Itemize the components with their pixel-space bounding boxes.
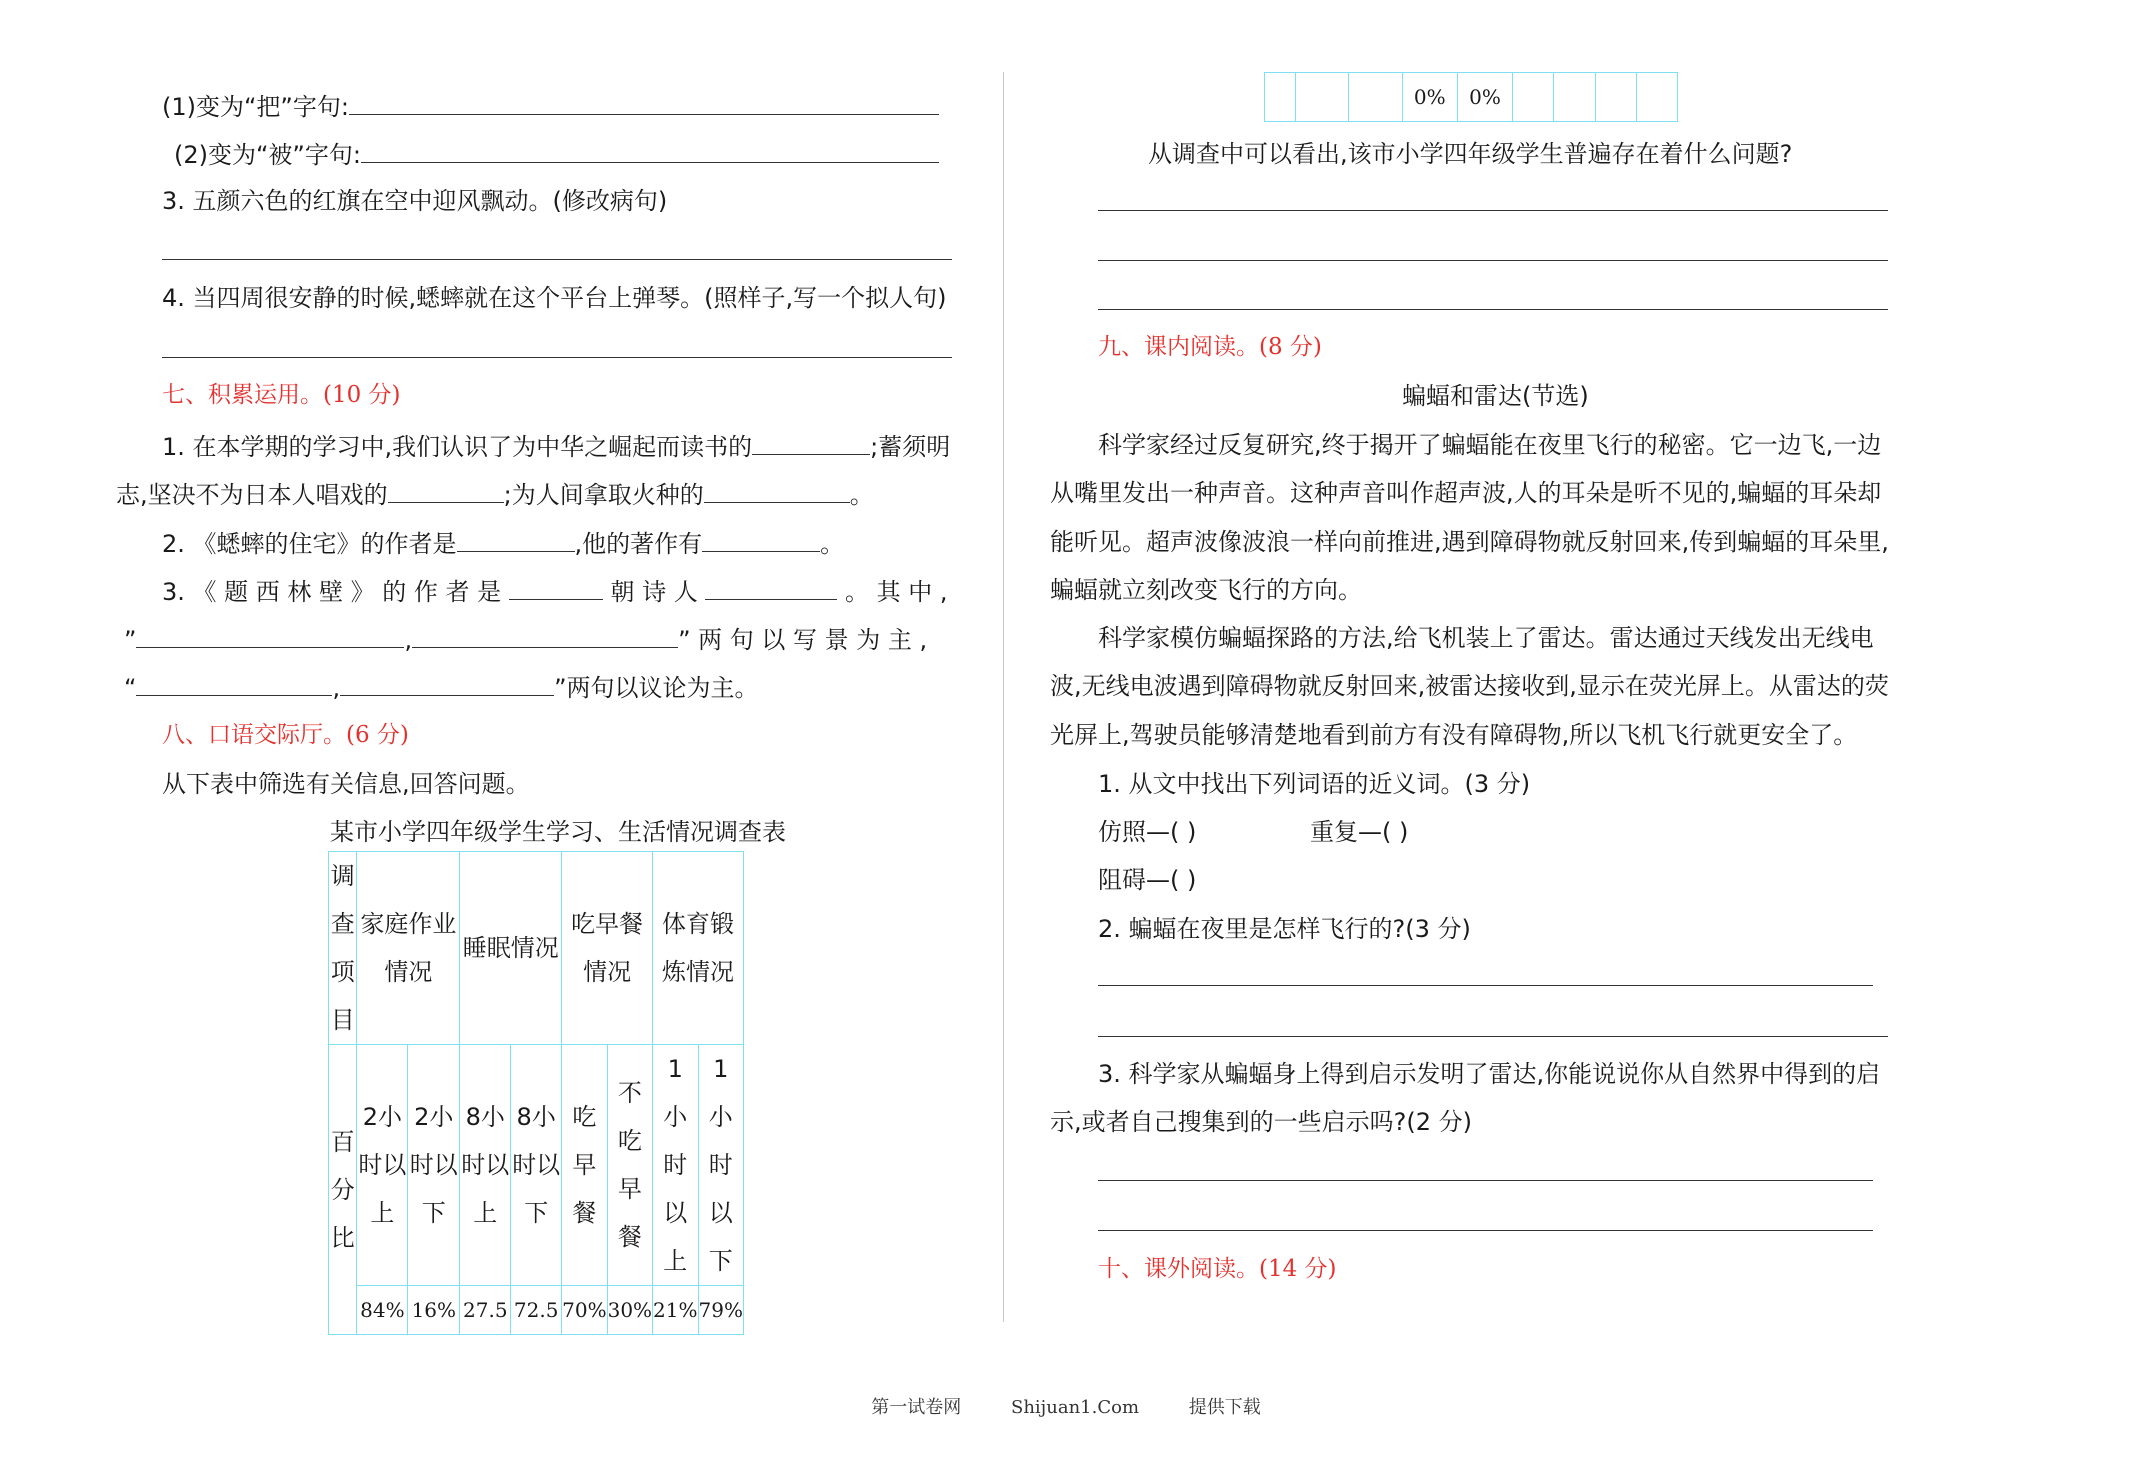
s7-q3-line3 (124, 669, 759, 705)
section-8-intro: 从下表中筛选有关信息,回答问题。 (162, 770, 530, 798)
answer-line[interactable] (1098, 1180, 1873, 1181)
section-7-heading: 七、积累运用。(10 分) (162, 382, 401, 408)
footer-domain[interactable]: Shijuan1.Com (1010, 1397, 1140, 1418)
survey-table (328, 851, 744, 1335)
sub-header: 8小时以上 (460, 1045, 511, 1286)
question-bei-sentence (174, 136, 939, 172)
sub-header: 2小时以上 (357, 1045, 408, 1286)
s7-q1-text: ;为人间拿取火种的 (503, 481, 704, 509)
s7-q1-text: 1. 在本学期的学习中,我们认识了为中华之崛起而读书的 (162, 433, 753, 461)
page-footer (0, 1393, 2132, 1419)
reading-question-3: 3. 科学家从蝙蝠身上得到启示发明了雷达,你能说说你从自然界中得到的启 (1098, 1060, 1881, 1088)
reading-title: 蝙蝠和雷达(节选) (1402, 382, 1589, 410)
s7-q3-line2 (124, 621, 927, 657)
synonym-fangzhao: 仿照—( ) (1098, 818, 1197, 846)
answer-line[interactable] (361, 136, 939, 163)
blank-field[interactable] (412, 621, 678, 648)
blank-field[interactable] (509, 573, 603, 600)
s7-q3-line1 (162, 573, 948, 609)
answer-line[interactable] (162, 357, 952, 358)
answer-line[interactable] (1098, 309, 1888, 310)
s7-q3-text: ”两句以议论为主。 (554, 674, 759, 702)
reading-question-2: 2. 蝙蝠在夜里是怎样飞行的?(3 分) (1098, 915, 1471, 943)
answer-line[interactable] (1098, 210, 1888, 211)
table-cell (1554, 73, 1595, 122)
sub-header: 2小时以下 (408, 1045, 460, 1286)
table-cell (1636, 73, 1677, 122)
header-sleep: 睡眠情况 (460, 852, 562, 1045)
value-cell: 70% (562, 1286, 607, 1335)
s7-q2 (162, 525, 844, 561)
s7-q3-text: 朝 诗 人 (610, 578, 698, 606)
value-cell: 16% (408, 1286, 460, 1335)
value-cell: 30% (607, 1286, 652, 1335)
survey-table-continued (1264, 72, 1678, 122)
table-cell (1296, 73, 1349, 122)
table-cell (1349, 73, 1402, 122)
answer-line[interactable] (162, 259, 952, 260)
value-cell: 79% (698, 1286, 744, 1335)
header-sport: 体育锻炼情况 (653, 852, 744, 1045)
sub-header: 1小时以上 (653, 1045, 698, 1286)
s7-q3-text: , (404, 626, 413, 654)
s7-q3-text: 。 其 中 , (845, 578, 948, 606)
blank-field[interactable] (752, 428, 870, 455)
footer-site: 第一试卷网 (871, 1397, 962, 1418)
blank-field[interactable] (457, 525, 575, 552)
blank-field[interactable] (705, 573, 837, 600)
value-cell: 72.5 (511, 1286, 562, 1335)
paragraph-1-line: 科学家经过反复研究,终于揭开了蝙蝠能在夜里飞行的秘密。它一边飞,一边 (1098, 431, 1882, 459)
section-8-heading: 八、口语交际厅。(6 分) (162, 722, 409, 748)
value-cell: 27.5 (460, 1286, 511, 1335)
value-cell: 84% (357, 1286, 408, 1335)
blank-field[interactable] (704, 476, 850, 503)
value-cell: 21% (653, 1286, 698, 1335)
footer-note: 提供下载 (1188, 1397, 1261, 1418)
section-9-heading: 九、课内阅读。(8 分) (1098, 334, 1322, 360)
column-divider (1003, 72, 1004, 1322)
table-cell (1595, 73, 1636, 122)
reading-question-3-cont: 示,或者自己搜集到的一些启示吗?(2 分) (1050, 1108, 1472, 1136)
s7-q2-text: ,他的著作有 (574, 530, 703, 558)
answer-line[interactable] (1098, 985, 1873, 986)
s7-q2-text: 2. 《蟋蟀的住宅》的作者是 (162, 530, 457, 558)
sub-header: 1小时以下 (698, 1045, 744, 1286)
blank-field[interactable] (702, 525, 820, 552)
survey-table-title: 某市小学四年级学生学习、生活情况调查表 (330, 818, 786, 846)
sub-header: 不吃早餐 (607, 1045, 652, 1286)
paragraph-1-line: 蝙蝠就立刻改变飞行的方向。 (1050, 576, 1362, 604)
paragraph-1-line: 能听见。超声波像波浪一样向前推进,遇到障碍物就反射回来,传到蝙蝠的耳朵里, (1050, 528, 1889, 556)
question-4: 4. 当四周很安静的时候,蟋蟀就在这个平台上弹琴。(照样子,写一个拟人句) (162, 284, 947, 312)
synonym-chongfu: 重复—( ) (1310, 818, 1409, 846)
survey-question: 从调查中可以看出,该市小学四年级学生普遍存在着什么问题? (1148, 140, 1793, 168)
table-cell (1513, 73, 1554, 122)
table-cell (1265, 73, 1296, 122)
table-cell: 0% (1457, 73, 1512, 122)
s7-q2-text: 。 (820, 530, 845, 558)
question-3: 3. 五颜六色的红旗在空中迎风飘动。(修改病句) (162, 187, 668, 215)
paragraph-2-line: 波,无线电波遇到障碍物就反射回来,被雷达接收到,显示在荧光屏上。从雷达的荧 (1050, 672, 1889, 700)
blank-field[interactable] (340, 669, 554, 696)
blank-field[interactable] (136, 621, 404, 648)
blank-field[interactable] (388, 476, 504, 503)
sub-header: 吃早餐 (562, 1045, 607, 1286)
s7-q1-line1 (162, 428, 950, 464)
blank-field[interactable] (136, 669, 332, 696)
s7-q1-line2 (116, 476, 874, 512)
percent-label: 百分比 (329, 1045, 357, 1335)
ba-label: (1)变为“把”字句: (162, 93, 349, 121)
paragraph-2-line: 科学家模仿蝙蝠探路的方法,给飞机装上了雷达。雷达通过天线发出无线电 (1098, 624, 1874, 652)
paragraph-1-line: 从嘴里发出一种声音。这种声音叫作超声波,人的耳朵是听不见的,蝙蝠的耳朵却 (1050, 479, 1882, 507)
paragraph-2-line: 光屏上,驾驶员能够清楚地看到前方有没有障碍物,所以飞机飞行就更安全了。 (1050, 721, 1858, 749)
s7-q1-text: ;蓄须明 (870, 433, 951, 461)
s7-q1-text: 。 (849, 481, 874, 509)
answer-line[interactable] (1098, 1036, 1888, 1037)
header-breakfast: 吃早餐情况 (562, 852, 653, 1045)
synonym-zuai: 阻碍—( ) (1098, 866, 1197, 894)
s7-q3-text: ” 两 句 以 写 景 为 主 , (678, 626, 928, 654)
s7-q3-text: 3. 《 题 西 林 壁 》 的 作 者 是 (162, 578, 502, 606)
header-survey-item: 调查项目 (329, 852, 357, 1045)
s7-q1-text: 志,坚决不为日本人唱戏的 (116, 481, 388, 509)
question-ba-sentence (162, 88, 939, 124)
section-10-heading: 十、课外阅读。(14 分) (1098, 1256, 1337, 1282)
s7-q3-text: , (332, 674, 341, 702)
answer-line[interactable] (1098, 1230, 1873, 1231)
s7-q3-text: “ (124, 674, 137, 702)
reading-question-1: 1. 从文中找出下列词语的近义词。(3 分) (1098, 770, 1531, 798)
answer-line[interactable] (349, 88, 939, 115)
sub-header: 8小时以下 (511, 1045, 562, 1286)
table-cell: 0% (1402, 73, 1457, 122)
header-homework: 家庭作业情况 (357, 852, 460, 1045)
s7-q3-text: ” (124, 626, 137, 654)
bei-label: (2)变为“被”字句: (174, 141, 361, 169)
answer-line[interactable] (1098, 260, 1888, 261)
